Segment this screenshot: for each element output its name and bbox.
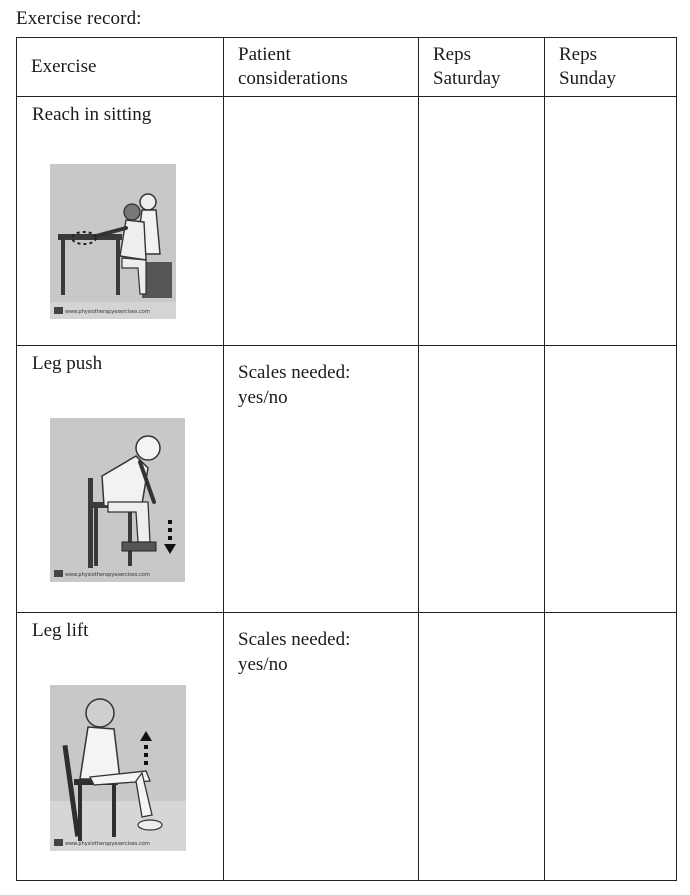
- header-exercise-label: Exercise: [31, 56, 97, 77]
- header-reps-saturday: [419, 38, 545, 97]
- header-exercise: [17, 38, 224, 97]
- considerations-line1: Scales needed:: [238, 362, 351, 383]
- considerations-cell: [224, 97, 419, 346]
- reps-sunday-cell[interactable]: [545, 97, 677, 346]
- table-row: [17, 346, 677, 613]
- considerations-cell: [224, 613, 419, 881]
- person-pushing-leg-on-scale-icon: [50, 418, 185, 582]
- page-caption: Exercise record:: [16, 8, 142, 29]
- header-reps-sunday: [545, 38, 677, 97]
- reps-sunday-cell[interactable]: [545, 346, 677, 613]
- reps-saturday-cell[interactable]: [419, 346, 545, 613]
- watermark-text: www.physiotherapyexercises.com: [65, 572, 150, 578]
- person-lifting-leg-icon: [50, 685, 186, 851]
- exercise-name: Reach in sitting: [32, 104, 152, 125]
- considerations-line2: yes/no: [238, 387, 288, 408]
- header-patient-considerations: [224, 38, 419, 97]
- header-patient-line1: Patient: [238, 44, 291, 65]
- considerations-cell: [224, 346, 419, 613]
- exercise-record-table: [16, 37, 677, 881]
- considerations-line2: yes/no: [238, 654, 288, 675]
- reps-saturday-cell[interactable]: [419, 97, 545, 346]
- header-patient-line2: considerations: [238, 68, 348, 89]
- exercise-cell: [17, 613, 224, 881]
- header-sun-line1: Reps: [559, 44, 597, 65]
- exercise-name: Leg lift: [32, 620, 89, 641]
- considerations-line1: Scales needed:: [238, 629, 351, 650]
- exercise-cell: [17, 97, 224, 346]
- exercise-cell: [17, 346, 224, 613]
- header-sat-line1: Reps: [433, 44, 471, 65]
- reps-sunday-cell[interactable]: [545, 613, 677, 881]
- person-reaching-at-table-icon: [50, 164, 176, 319]
- watermark-text: www.physiotherapyexercises.com: [65, 841, 150, 847]
- table-header-row: [17, 38, 677, 97]
- table-row: [17, 97, 677, 346]
- watermark-text: www.physiotherapyexercises.com: [65, 309, 150, 315]
- reps-saturday-cell[interactable]: [419, 613, 545, 881]
- table-row: [17, 613, 677, 881]
- header-sun-line2: Sunday: [559, 68, 616, 89]
- exercise-name: Leg push: [32, 353, 103, 374]
- header-sat-line2: Saturday: [433, 68, 501, 89]
